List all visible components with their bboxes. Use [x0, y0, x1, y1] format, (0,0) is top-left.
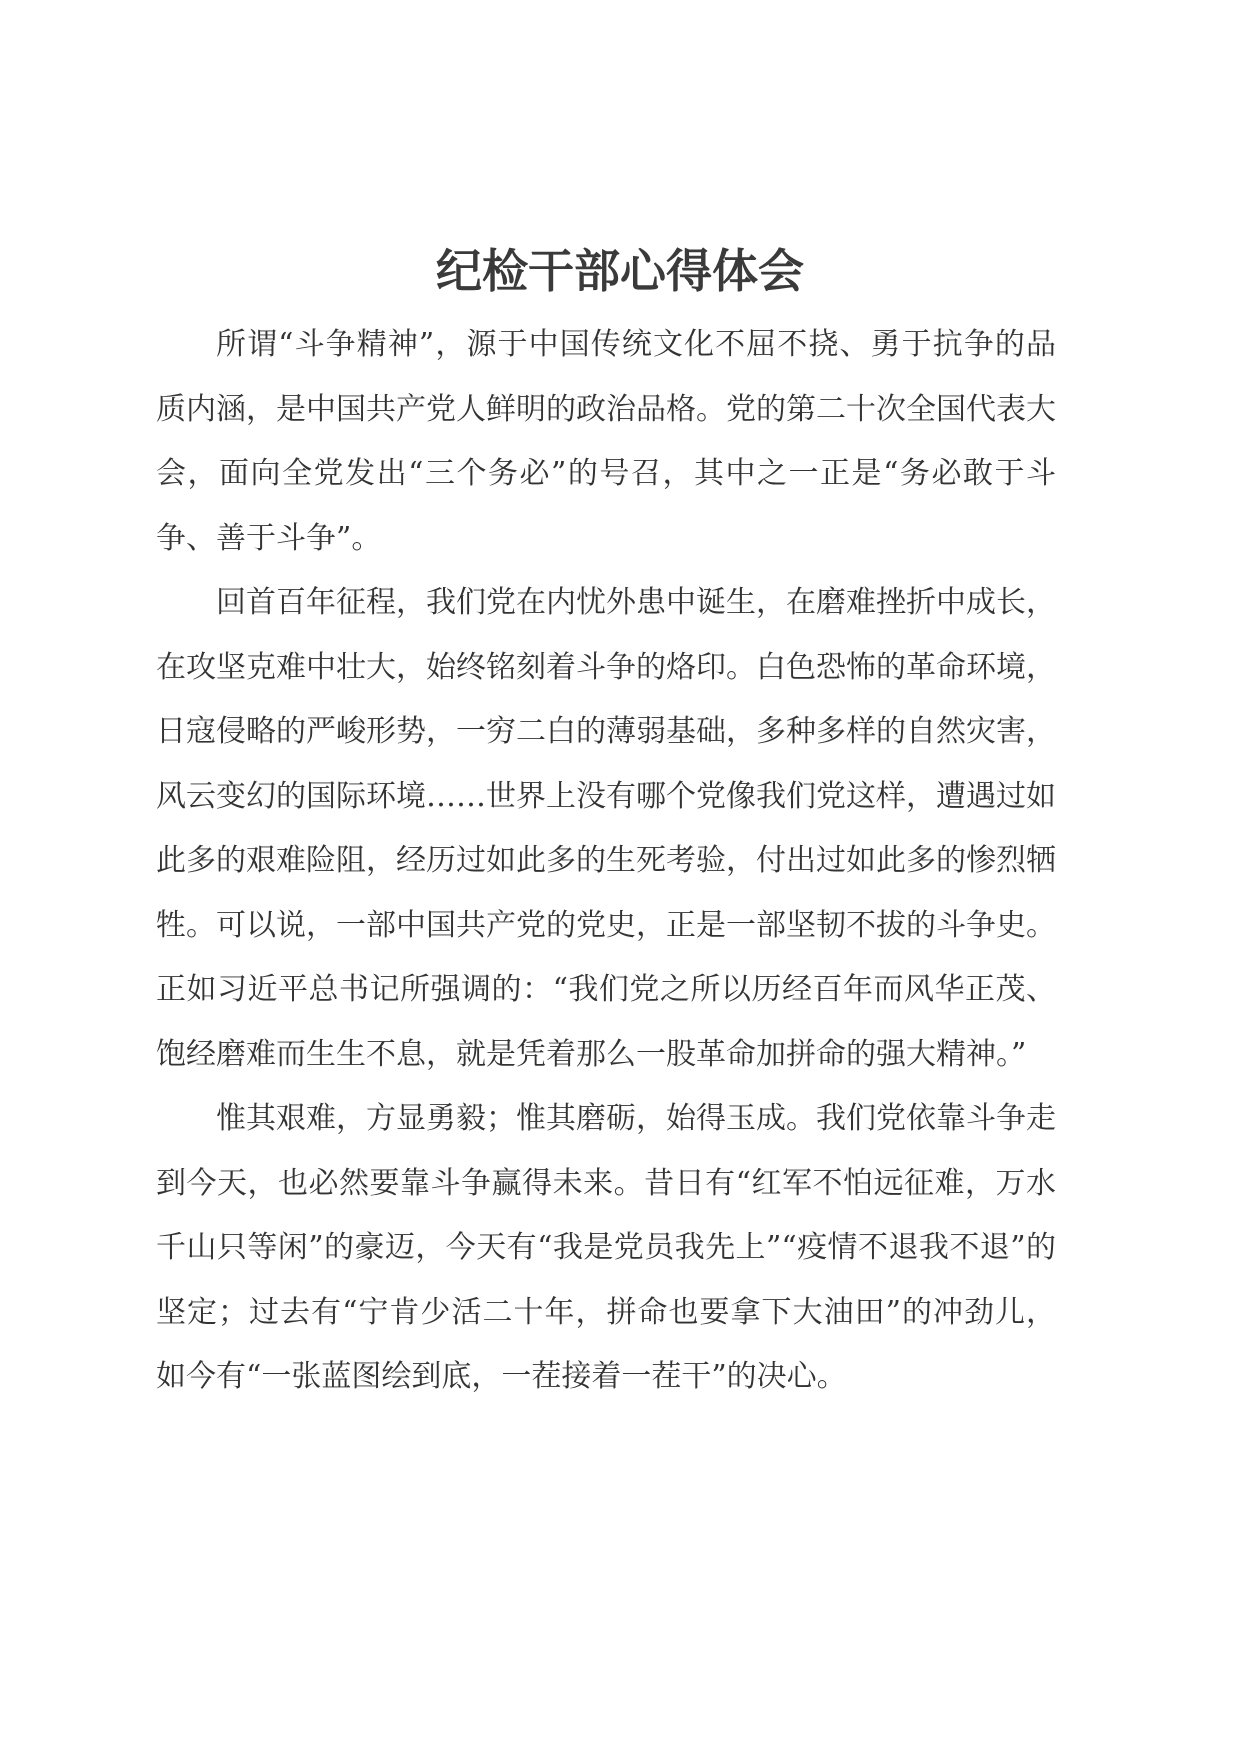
document-title: 纪检干部心得体会	[436, 243, 804, 298]
paragraph: 惟其艰难，方显勇毅；惟其磨砺，始得玉成。我们党依靠斗争走到今天，也必然要靠斗争赢得未来。昔日有“红军不怕远征难，万水千山只等闲”的豪迈，今天有“我是党员我先上”“疫情不退我不退”的坚定；过去有“宁肯少活二十年，拼命也要拿下大油田”的冲劲儿，如今有“一张蓝图绘到底，一茬接着一茬干”的决心。	[156, 1101, 1056, 1394]
paragraph: 所谓“斗争精神”，源于中国传统文化不屈不挠、勇于抗争的品质内涵，是中国共产党人鲜明的政治品格。党的第二十次全国代表大会，面向全党发出“三个务必”的号召，其中之一正是“务必敢于斗争、善于斗争”。	[156, 327, 1056, 556]
paragraph: 回首百年征程，我们党在内忧外患中诞生，在磨难挫折中成长，在攻坚克难中壮大，始终铭刻着斗争的烙印。白色恐怖的革命环境，日寇侵略的严峻形势，一穷二白的薄弱基础，多种多样的自然灾害，风云变幻的国际环境……世界上没有哪个党像我们党这样，遭遇过如此多的艰难险阻，经历过如此多的生死考验，付出过如此多的惨烈牺牲。可以说，一部中国共产党的党史，正是一部坚韧不拔的斗争史。正如习近平总书记所强调的：“我们党之所以历经百年而风华正茂、饱经磨难而生生不息，就是凭着那么一股革命加拼命的强大精神。”	[156, 585, 1056, 1072]
document-body	[156, 313, 1056, 1410]
